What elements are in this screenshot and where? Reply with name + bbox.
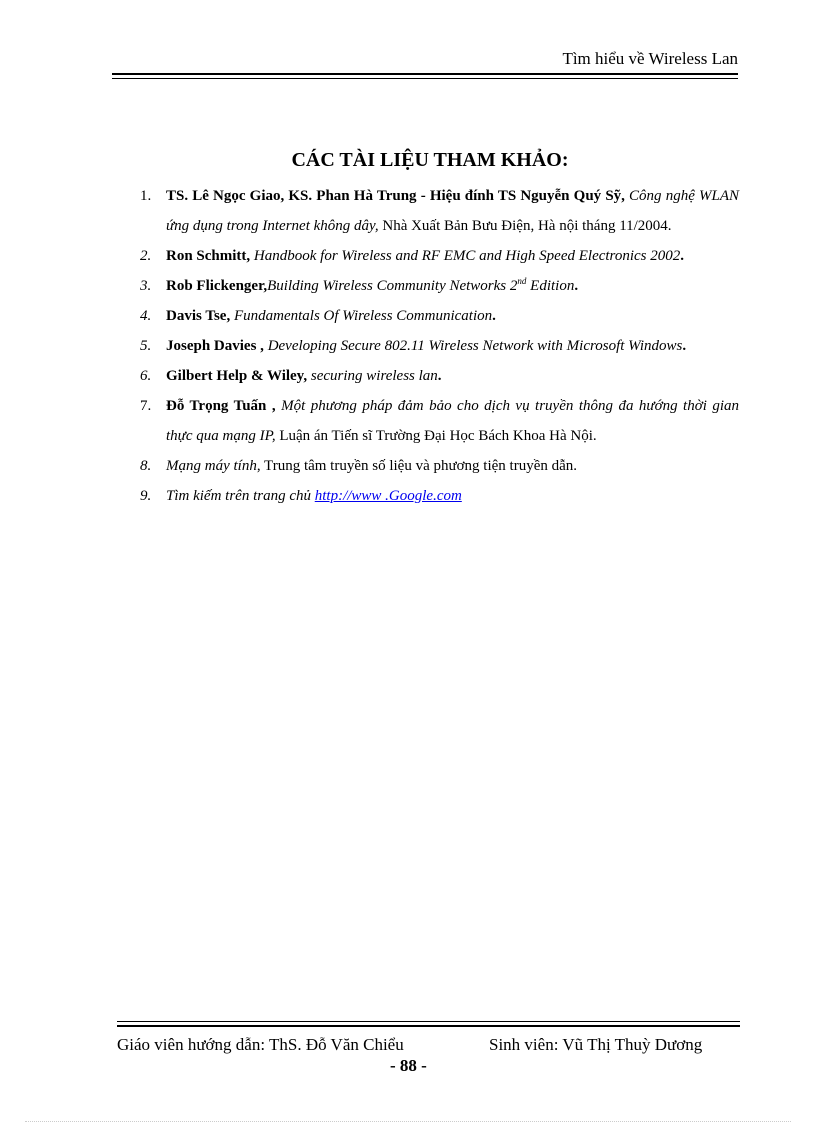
reference-punct: . bbox=[682, 338, 687, 354]
reference-item bbox=[136, 451, 739, 481]
header-title: Tìm hiểu về Wireless Lan bbox=[562, 49, 738, 68]
reference-item bbox=[136, 241, 739, 271]
reference-publisher: Nhà Xuất Bản Bưu Điện, Hà nội tháng 11/2004. bbox=[378, 218, 672, 234]
reference-number: 9. bbox=[140, 488, 152, 504]
header-rule-thick bbox=[112, 73, 738, 75]
page-edge-dots bbox=[25, 1121, 791, 1122]
reference-number: 1. bbox=[140, 188, 152, 204]
reference-author: Rob Flickenger, bbox=[166, 278, 268, 294]
reference-author: Davis Tse, bbox=[166, 308, 231, 324]
reference-item bbox=[136, 181, 739, 241]
reference-number: 7. bbox=[140, 398, 152, 414]
header-rule-thin bbox=[112, 78, 738, 79]
reference-title-cont: Edition bbox=[526, 278, 575, 294]
reference-title: Building Wireless Community Networks 2 bbox=[267, 278, 518, 294]
reference-title: Fundamentals Of Wireless Communication bbox=[230, 308, 493, 324]
reference-punct: . bbox=[574, 278, 579, 294]
reference-author: TS. Lê Ngọc Giao, KS. Phan Hà Trung - Hiệu đính TS Nguyễn Quý Sỹ, bbox=[166, 188, 625, 204]
reference-publisher: , Trung tâm truyền số liệu và phương tiện truyền dẫn. bbox=[256, 458, 578, 474]
footer-supervisor: Giáo viên hướng dẫn: ThS. Đỗ Văn Chiểu bbox=[117, 1035, 404, 1054]
reference-item bbox=[136, 361, 739, 391]
reference-number: 3. bbox=[140, 278, 152, 294]
reference-item bbox=[136, 331, 739, 361]
reference-author: Ron Schmitt, bbox=[166, 248, 251, 264]
reference-item bbox=[136, 271, 739, 301]
footer-student: Sinh viên: Vũ Thị Thuỳ Dương bbox=[489, 1035, 703, 1054]
reference-punct: . bbox=[680, 248, 684, 264]
reference-title: Developing Secure 802.11 Wireless Network with Microsoft Windows bbox=[263, 338, 683, 354]
reference-superscript: nd bbox=[517, 276, 527, 286]
page-number: - 88 - bbox=[390, 1056, 427, 1075]
reference-title: Tìm kiếm trên trang chủ bbox=[166, 488, 315, 504]
reference-item bbox=[136, 481, 739, 511]
reference-title: Mạng máy tính bbox=[166, 458, 257, 474]
reference-title: Handbook for Wireless and RF EMC and High Speed Electronics 2002 bbox=[250, 248, 681, 264]
reference-number: 2. bbox=[140, 248, 152, 264]
reference-author: Joseph Davies , bbox=[166, 338, 264, 354]
footer-rule-thin bbox=[117, 1021, 740, 1022]
reference-list bbox=[136, 181, 739, 511]
reference-item bbox=[136, 301, 739, 331]
reference-publisher: Luận án Tiến sĩ Trường Đại Học Bách Khoa Hà Nội. bbox=[275, 428, 597, 444]
reference-punct: . bbox=[492, 308, 496, 324]
reference-punct: . bbox=[437, 368, 442, 384]
reference-number: 5. bbox=[140, 338, 152, 354]
reference-author: Đỗ Trọng Tuấn , bbox=[166, 398, 276, 414]
reference-number: 8. bbox=[140, 458, 152, 474]
reference-number: 6. bbox=[140, 368, 152, 384]
reference-number: 4. bbox=[140, 308, 152, 324]
reference-title: Công nghệ WLAN ứng dụng trong Internet không dây, bbox=[166, 188, 739, 234]
google-link[interactable]: http://www .Google.com bbox=[314, 488, 462, 504]
reference-item bbox=[136, 391, 739, 451]
reference-author: Gilbert Help & Wiley, bbox=[166, 368, 308, 384]
reference-title: Một phương pháp đảm bảo cho dịch vụ truyền thông đa hướng thời gian thực qua mạng IP, bbox=[166, 398, 739, 444]
reference-title: securing wireless lan bbox=[307, 368, 438, 384]
page-heading: CÁC TÀI LIỆU THAM KHẢO: bbox=[291, 149, 569, 171]
footer-rule-thick bbox=[117, 1025, 740, 1027]
